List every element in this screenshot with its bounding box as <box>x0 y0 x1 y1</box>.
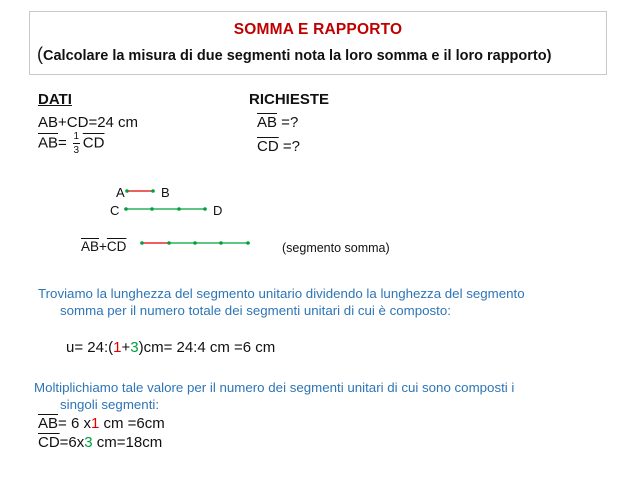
formula-prefix: u= 24:( <box>66 339 114 356</box>
richieste-ab-label: $\overline{AB}$ <box>257 114 278 131</box>
richieste-heading: RICHIESTE <box>249 91 330 108</box>
result-cd-mid: =6x <box>59 434 85 451</box>
result-ab-label: $\overline{AB}$ <box>38 415 59 432</box>
point-c <box>124 207 128 211</box>
richieste-cd-label: $\overline{CD}$ <box>257 138 279 155</box>
fraction-numerator: 1 <box>73 131 80 142</box>
label-b: B <box>161 185 170 200</box>
sum-segment-label: $\overline{AB}+\overline{CD}$ <box>81 239 127 254</box>
sum-note: (segmento somma) <box>282 241 390 255</box>
result-cd-suffix: cm=18cm <box>92 434 163 451</box>
subtitle-text: Calcolare la misura di due segmenti nota la loro somma e il loro rapporto) <box>43 48 552 64</box>
dati-ratio-eq: = <box>58 134 67 152</box>
result-ab-suffix: cm =6cm <box>99 415 165 432</box>
sum-point-1 <box>140 241 144 245</box>
point-a <box>125 189 129 193</box>
multiply-line-2: singoli segmenti: <box>60 397 160 412</box>
page-title: SOMMA E RAPPORTO <box>233 21 403 38</box>
result-cd <box>38 434 162 451</box>
dati-heading: DATI <box>38 91 72 108</box>
explanation-line-2: somma per il numero totale dei segmenti unitari di cui è composto: <box>60 303 451 318</box>
point-cd-1 <box>150 207 154 211</box>
point-cd-2 <box>177 207 181 211</box>
subtitle-open-paren: ( <box>37 44 43 64</box>
dati-sum-label: AB+CD <box>38 114 89 131</box>
sum-point-5 <box>246 241 250 245</box>
result-ab-mid: = 6 x <box>58 415 91 432</box>
sum-label-cd: $\overline{CD}$ <box>106 239 127 254</box>
formula-suffix: )cm= 24:4 cm =6 cm <box>138 339 276 356</box>
explanation-line-1: Troviamo la lunghezza del segmento unitario dividendo la lunghezza del segmento <box>38 286 525 301</box>
dati-ratio-rhs: $\overline{CD}$ <box>82 134 105 152</box>
sum-point-3 <box>193 241 197 245</box>
multiply-line-1: Moltiplichiamo tale valore per il numero dei segmenti unitari di cui sono composti i <box>34 380 515 395</box>
richieste-ab-question: =? <box>277 114 299 131</box>
point-d <box>203 207 207 211</box>
formula-plus: + <box>121 339 131 356</box>
formula-one: 1 <box>113 339 122 356</box>
formula-three: 3 <box>130 339 139 356</box>
unit-formula <box>66 339 275 356</box>
sum-point-2 <box>167 241 171 245</box>
label-c: C <box>110 203 120 218</box>
label-a: A <box>116 185 125 200</box>
result-cd-factor: 3 <box>84 434 93 451</box>
dati-sum-value: =24 cm <box>88 114 139 131</box>
sum-point-4 <box>219 241 223 245</box>
sum-label-ab: $\overline{AB}$ <box>81 239 100 254</box>
dati-ratio-label: $\overline{AB}$ <box>38 134 59 152</box>
fraction-denominator: 3 <box>73 145 80 156</box>
point-b <box>151 189 155 193</box>
result-ab <box>38 415 165 432</box>
richieste-cd-question: =? <box>278 138 300 155</box>
result-ab-factor: 1 <box>90 415 100 432</box>
result-cd-label: $\overline{CD}$ <box>38 434 60 451</box>
label-d: D <box>213 203 223 218</box>
